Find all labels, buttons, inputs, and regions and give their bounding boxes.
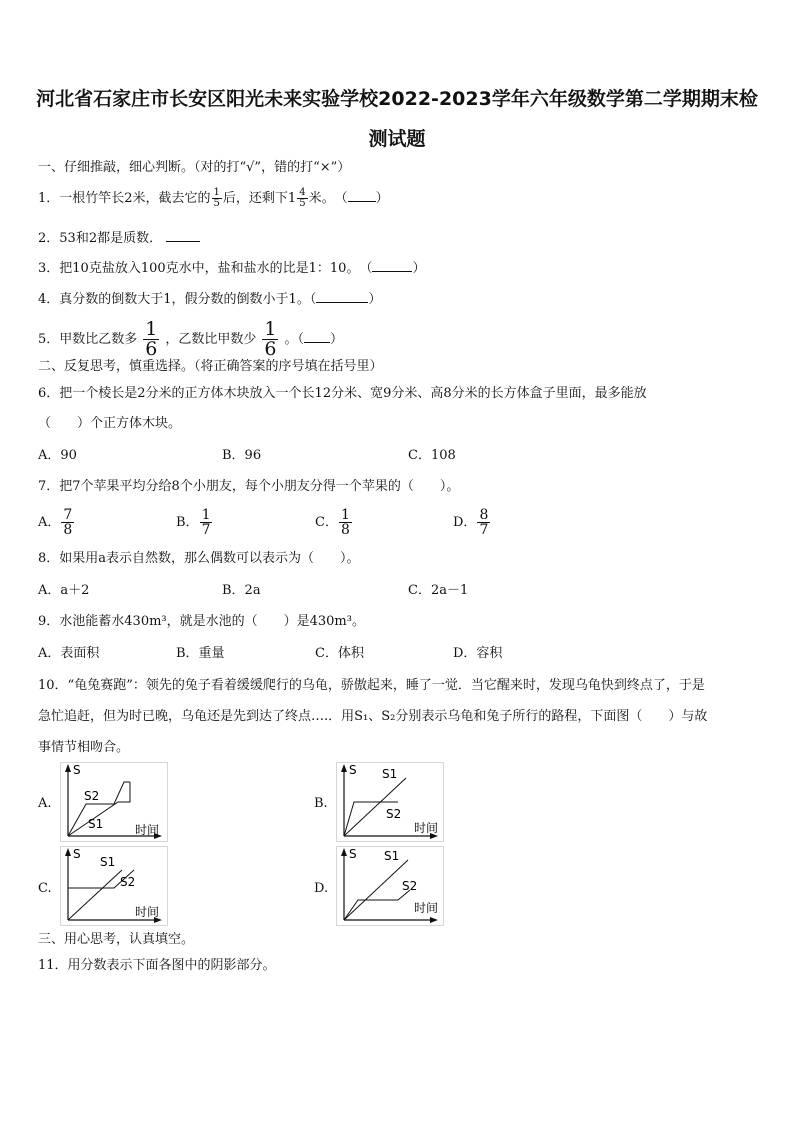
q7-d-numerator: 8 <box>479 507 489 523</box>
q3-text: 3．把10克盐放入100克水中，盐和盐水的比是1：10。 （ <box>38 261 373 276</box>
q1-answer-blank[interactable] <box>348 189 376 202</box>
q1-fraction-2 <box>297 188 307 209</box>
graph-c-y-label: S <box>73 847 81 861</box>
q7-c-denominator: 8 <box>340 522 350 538</box>
q2-text: 2．53和2都是质数． <box>38 231 163 246</box>
exam-title-line2: 测试题 <box>368 128 426 150</box>
q9-option-a[interactable]: A．表面积 <box>38 646 100 661</box>
q1-frac1-numerator: 1 <box>213 187 220 198</box>
q1-frac2-numerator: 4 <box>299 187 306 198</box>
graph-b-s2-label: S2 <box>386 807 402 821</box>
section3-heading: 三、用心思考，认真填空。 <box>38 932 195 947</box>
q7-d-denominator: 7 <box>479 522 489 538</box>
graph-a-s2-label: S2 <box>84 789 100 803</box>
q1-text-mid: 后，还剩下1 <box>222 191 297 206</box>
question-3 <box>38 259 425 278</box>
question-11: 11．用分数表示下面各图中的阴影部分。 <box>38 958 276 973</box>
q4-text: 4．真分数的倒数大于1，假分数的倒数小于1。（ <box>38 292 317 307</box>
q6-option-b[interactable]: B．96 <box>222 448 262 463</box>
q7-a-numerator: 7 <box>63 507 73 523</box>
q10-graph-c[interactable] <box>60 846 168 930</box>
q7-option-b[interactable] <box>176 505 213 541</box>
question-1 <box>38 188 389 209</box>
q8-option-c[interactable]: C．2a－1 <box>408 583 469 598</box>
q10-option-d-label[interactable]: D. <box>314 881 329 896</box>
q6-option-c[interactable]: C．108 <box>408 448 456 463</box>
q7-c-numerator: 1 <box>340 507 350 523</box>
section2-heading: 二、反复思考，慎重选择。（将正确答案的序号填在括号里） <box>38 359 383 374</box>
question-6-line2: （ ）个正方体木块。 <box>38 416 182 431</box>
graph-d-x-label: 时间 <box>414 901 439 915</box>
q5-text-pre: 5．甲数比乙数多 <box>38 332 138 347</box>
q7-option-b-label: B． <box>176 515 199 530</box>
graph-c-x-label: 时间 <box>135 905 160 919</box>
question-2 <box>38 229 200 248</box>
q5-answer-blank[interactable] <box>304 330 330 343</box>
q5-frac2-denominator: 6 <box>264 338 277 360</box>
q5-text-mid: ，乙数比甲数少 <box>165 332 257 347</box>
q7-option-b-fraction <box>200 508 213 537</box>
question-10-line2: 急忙追赶，但为时已晚，乌龟还是先到达了终点….．用S₁、S₂分别表示乌龟和兔子所行的路程，下面图（ ）与故 <box>38 709 708 724</box>
q7-option-d-fraction <box>477 508 490 537</box>
question-5 <box>38 320 343 359</box>
q1-fraction-1 <box>212 188 222 209</box>
graph-d-y-label: S <box>349 847 357 861</box>
q7-option-d-label: D． <box>453 515 477 530</box>
q1-close-paren: ） <box>375 191 389 206</box>
q7-option-a[interactable] <box>38 505 75 541</box>
q5-fraction-1 <box>143 320 159 359</box>
q9-option-b[interactable]: B．重量 <box>176 646 225 661</box>
q7-option-a-fraction <box>61 508 74 537</box>
graph-b-x-label: 时间 <box>414 821 439 835</box>
q10-option-a-label[interactable]: A. <box>38 796 52 811</box>
q5-fraction-2 <box>262 320 278 359</box>
q5-frac1-denominator: 6 <box>145 338 158 360</box>
graph-b-s1-label: S1 <box>382 767 398 781</box>
q10-option-c-label[interactable]: C. <box>38 881 52 896</box>
q4-close-paren: ） <box>368 292 382 307</box>
graph-c-s1-label: S1 <box>100 855 116 869</box>
q1-text-post: 米。 （ <box>308 191 348 206</box>
graph-a-y-label: S <box>73 763 81 777</box>
q4-answer-blank[interactable] <box>316 290 368 303</box>
q8-option-b[interactable]: B．2a <box>222 583 261 598</box>
q10-graph-a[interactable] <box>60 762 168 846</box>
graph-a-s1-label: S1 <box>88 817 104 831</box>
q3-close-paren: ） <box>412 261 426 276</box>
question-7: 7．把7个苹果平均分给8个小朋友，每个小朋友分得一个苹果的（ ）。 <box>38 479 460 494</box>
q10-graph-d[interactable] <box>336 846 444 930</box>
q5-close-paren: ） <box>330 332 344 347</box>
q5-frac1-numerator: 1 <box>145 318 158 340</box>
exam-title-line1: 河北省石家庄市长安区阳光未来实验学校2022-2023学年六年级数学第二学期期末检 <box>36 88 758 110</box>
q1-text-pre: 1．一根竹竿长2米，截去它的 <box>38 191 211 206</box>
q7-b-denominator: 7 <box>201 522 211 538</box>
graph-a-x-label: 时间 <box>135 823 160 837</box>
section1-heading: 一、仔细推敲，细心判断。（对的打“√”，错的打“×”） <box>38 160 351 175</box>
q7-option-c-label: C． <box>315 515 338 530</box>
q1-frac2-denominator: 5 <box>299 198 306 209</box>
q10-option-b-label[interactable]: B. <box>314 796 328 811</box>
question-6-line1: 6．把一个棱长是2分米的正方体木块放入一个长12分米、宽9分米、高8分米的长方体盒子里面，最多能放 <box>38 386 647 401</box>
q2-answer-blank[interactable] <box>166 229 200 242</box>
q7-b-numerator: 1 <box>201 507 211 523</box>
q9-option-c[interactable]: C．体积 <box>315 646 364 661</box>
question-10-line1: 10．“龟兔赛跑”：领先的兔子看着缓缓爬行的乌龟，骄傲起来，睡了一觉．当它醒来时，发现乌龟快到终点了，于是 <box>38 678 705 693</box>
question-9: 9．水池能蓄水430m³，就是水池的（ ）是430m³。 <box>38 614 365 629</box>
question-8: 8．如果用a表示自然数，那么偶数可以表示为（ ）。 <box>38 551 360 566</box>
q7-option-c[interactable] <box>315 505 353 541</box>
q7-option-d[interactable] <box>453 505 491 541</box>
q10-graph-b[interactable] <box>336 762 444 846</box>
q1-frac1-denominator: 5 <box>213 198 220 209</box>
graph-c-s2-label: S2 <box>120 875 136 889</box>
q5-text-post: 。（ <box>284 332 304 347</box>
graph-d-s1-label: S1 <box>384 849 400 863</box>
question-10-line3: 事情节相吻合。 <box>38 740 130 755</box>
graph-b-y-label: S <box>349 763 357 777</box>
question-4 <box>38 290 381 309</box>
q9-option-d[interactable]: D．容积 <box>453 646 503 661</box>
q7-a-denominator: 8 <box>63 522 73 538</box>
q5-frac2-numerator: 1 <box>264 318 277 340</box>
q8-option-a[interactable]: A．a＋2 <box>38 583 90 598</box>
graph-d-s2-label: S2 <box>402 879 418 893</box>
q7-option-c-fraction <box>339 508 352 537</box>
q6-option-a[interactable]: A．90 <box>38 448 77 463</box>
q7-option-a-label: A． <box>38 515 61 530</box>
q3-answer-blank[interactable] <box>372 259 412 272</box>
